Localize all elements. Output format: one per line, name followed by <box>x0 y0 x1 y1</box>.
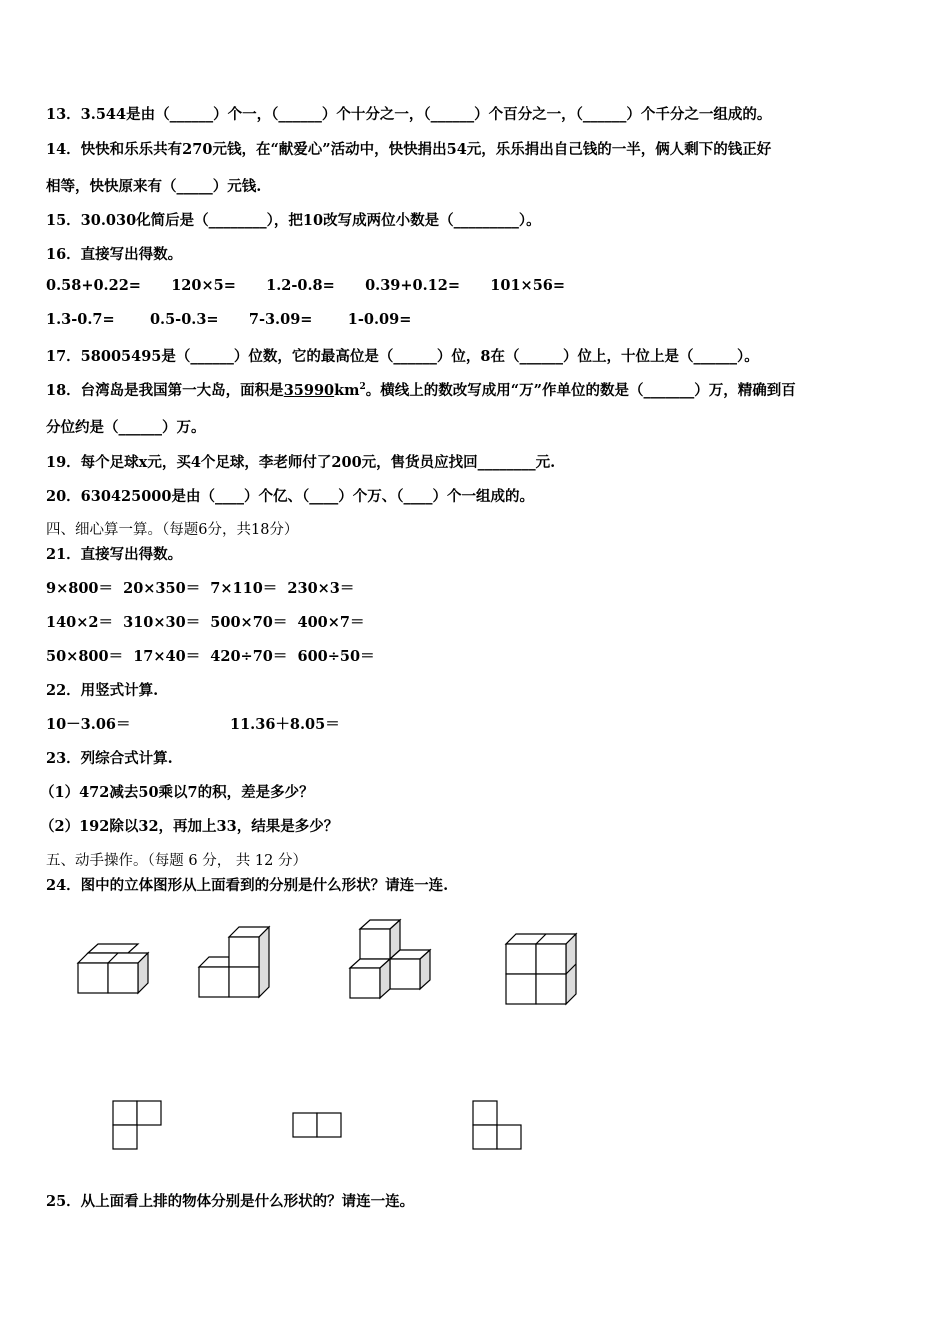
top-view-shape-2 <box>292 1112 344 1140</box>
q18-unit: km <box>334 382 360 399</box>
solid-figure-4 <box>504 932 584 1012</box>
top-view-shape-3 <box>472 1100 524 1152</box>
question-22-calc-a: 10－3.06＝ <box>46 716 131 733</box>
question-21-row1: 9×800＝ 20×350＝ 7×110＝ 230×3＝ <box>46 580 355 597</box>
question-15: 15．30.030化简后是（________），把10改写成两位小数是（_________）。 <box>46 212 541 229</box>
question-23: 23．列综合式计算. <box>46 750 173 767</box>
solid-figure-3 <box>348 918 438 1003</box>
question-19: 19．每个足球x元，买4个足球，李老师付了200元，售货员应找回________元. <box>46 454 556 471</box>
question-16: 16．直接写出得数。 <box>46 246 183 263</box>
question-13: 13．3.544是由（______）个一，（______）个十分之一，（______）个百分之一，（______）个千分之一组成的。 <box>46 106 772 123</box>
question-24: 24．图中的立体图形从上面看到的分别是什么形状？请连一连. <box>46 877 449 894</box>
question-16-row2: 1.3-0.7= 0.5-0.3= 7-3.09= 1-0.09= <box>46 311 412 328</box>
question-21-row3: 50×800＝ 17×40＝ 420÷70＝ 600÷50＝ <box>46 648 375 665</box>
question-25: 25．从上面看上排的物体分别是什么形状的？请连一连。 <box>46 1193 415 1210</box>
question-18-line1 <box>46 379 796 400</box>
question-22-calc-b: 11.36＋8.05＝ <box>230 716 340 733</box>
section-4-heading: 四、细心算一算。（每题6分，共18分） <box>46 522 299 538</box>
q18-prefix: 18．台湾岛是我国第一大岛，面积是 <box>46 382 284 399</box>
question-20: 20．630425000是由（____）个亿、（____）个万、（____）个一组成的。 <box>46 488 534 505</box>
question-17: 17．58005495是（______）位数，它的最高位是（______）位，8在（______）位上，十位上是（______）。 <box>46 348 759 365</box>
top-view-shape-1 <box>112 1100 164 1152</box>
question-18-line2: 分位约是（______）万。 <box>46 419 206 436</box>
question-21-row2: 140×2＝ 310×30＝ 500×70＝ 400×7＝ <box>46 614 365 631</box>
q18-suffix: 。横线上的数改写成用“万”作单位的数是（_______）万，精确到百 <box>365 382 796 399</box>
q18-area-number: 35990 <box>283 382 335 399</box>
question-14-line1: 14．快快和乐乐共有270元钱，在“献爱心”活动中，快快捐出54元，乐乐捐出自己钱的一半，俩人剩下的钱正好 <box>46 141 772 158</box>
solid-figure-1 <box>76 940 156 1000</box>
question-14-line2: 相等，快快原来有（_____）元钱. <box>46 178 262 195</box>
question-22: 22．用竖式计算. <box>46 682 159 699</box>
question-23-part2: （2）192除以32，再加上33，结果是多少？ <box>40 818 339 835</box>
question-23-part1: （1）472减去50乘以7的积，差是多少？ <box>40 784 314 801</box>
question-16-row1: 0.58+0.22= 120×5= 1.2-0.8= 0.39+0.12= 101×56= <box>46 277 566 294</box>
q18-unit-exponent: 2 <box>359 382 366 393</box>
solid-figure-2 <box>197 925 277 1000</box>
question-21: 21．直接写出得数。 <box>46 546 183 563</box>
section-5-heading: 五、动手操作。（每题 6 分， 共 12 分） <box>46 853 307 869</box>
